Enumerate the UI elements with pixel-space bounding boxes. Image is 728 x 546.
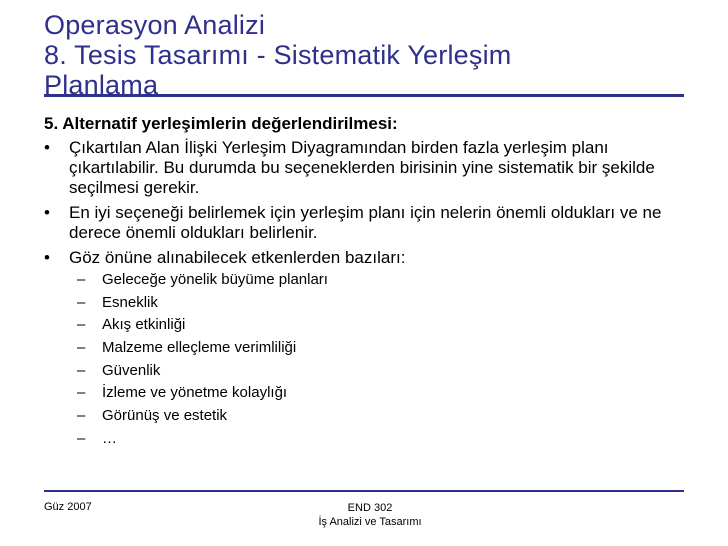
sub-bullet-list bbox=[69, 270, 694, 448]
sub-bullet-item bbox=[69, 338, 694, 357]
dash-icon: – bbox=[77, 293, 86, 311]
bullet-icon: • bbox=[44, 203, 50, 222]
dash-icon: – bbox=[77, 407, 86, 425]
subheading: 5. Alternatif yerleşimlerin değerlendirilmesi: bbox=[44, 114, 398, 133]
dash-icon: – bbox=[77, 271, 86, 288]
title-line-1: Operasyon Analizi bbox=[44, 10, 266, 40]
footer-divider bbox=[44, 490, 684, 492]
dash-icon: – bbox=[77, 361, 86, 379]
sub-bullet-text: Güvenlik bbox=[102, 361, 161, 379]
title-line-3: Planlama bbox=[44, 70, 159, 100]
slide-body bbox=[44, 114, 694, 453]
sub-bullet-text: Malzeme elleçleme verimliliği bbox=[102, 339, 297, 357]
sub-bullet-item bbox=[69, 293, 694, 312]
bullet-text: En iyi seçeneği belirlemek için yerleşim planı için nelerin önemli oldukları ve ne derece önemli oldukları belirlenir. bbox=[69, 203, 662, 242]
bullet-list bbox=[44, 138, 694, 448]
dash-icon: – bbox=[77, 384, 86, 402]
sub-bullet-item bbox=[69, 406, 694, 425]
sub-bullet-item bbox=[69, 383, 694, 402]
dash-icon: – bbox=[77, 339, 86, 357]
bullet-icon: • bbox=[44, 138, 50, 157]
sub-bullet-item bbox=[69, 315, 694, 334]
bullet-text: Göz önüne alınabilecek etkenlerden bazıları: bbox=[69, 248, 406, 267]
bullet-item bbox=[44, 203, 694, 243]
title-divider bbox=[44, 94, 684, 97]
sub-bullet-item bbox=[69, 361, 694, 380]
bullet-item bbox=[44, 248, 694, 448]
title-line-2: 8. Tesis Tasarımı - Sistematik Yerleşim bbox=[44, 40, 512, 70]
sub-bullet-text: Görünüş ve estetik bbox=[102, 407, 228, 425]
dash-icon: – bbox=[77, 429, 86, 447]
dash-icon: – bbox=[77, 316, 86, 334]
footer-date: Güz 2007 bbox=[44, 501, 92, 513]
sub-bullet-item bbox=[69, 270, 694, 289]
sub-bullet-text: … bbox=[102, 429, 117, 447]
sub-bullet-text: Akış etkinliği bbox=[102, 316, 186, 334]
bullet-icon: • bbox=[44, 248, 50, 267]
bullet-text: Çıkartılan Alan İlişki Yerleşim Diyagramından birden fazla yerleşim planı çıkartılabilir. Bu durumda bu seçeneklerden birisinin yine sistematik bir şekilde seçilmesi gerekir. bbox=[69, 138, 655, 197]
footer-course bbox=[270, 501, 470, 529]
sub-bullet-text: İzleme ve yönetme kolaylığı bbox=[102, 384, 288, 402]
sub-bullet-text: Esneklik bbox=[102, 293, 158, 311]
footer-course-name: İş Analizi ve Tasarımı bbox=[318, 516, 422, 528]
bullet-item bbox=[44, 138, 694, 198]
slide-title bbox=[44, 10, 644, 100]
sub-bullet-text: Geleceğe yönelik büyüme planları bbox=[102, 271, 328, 288]
footer-course-code: END 302 bbox=[347, 502, 393, 514]
sub-bullet-item bbox=[69, 429, 694, 448]
